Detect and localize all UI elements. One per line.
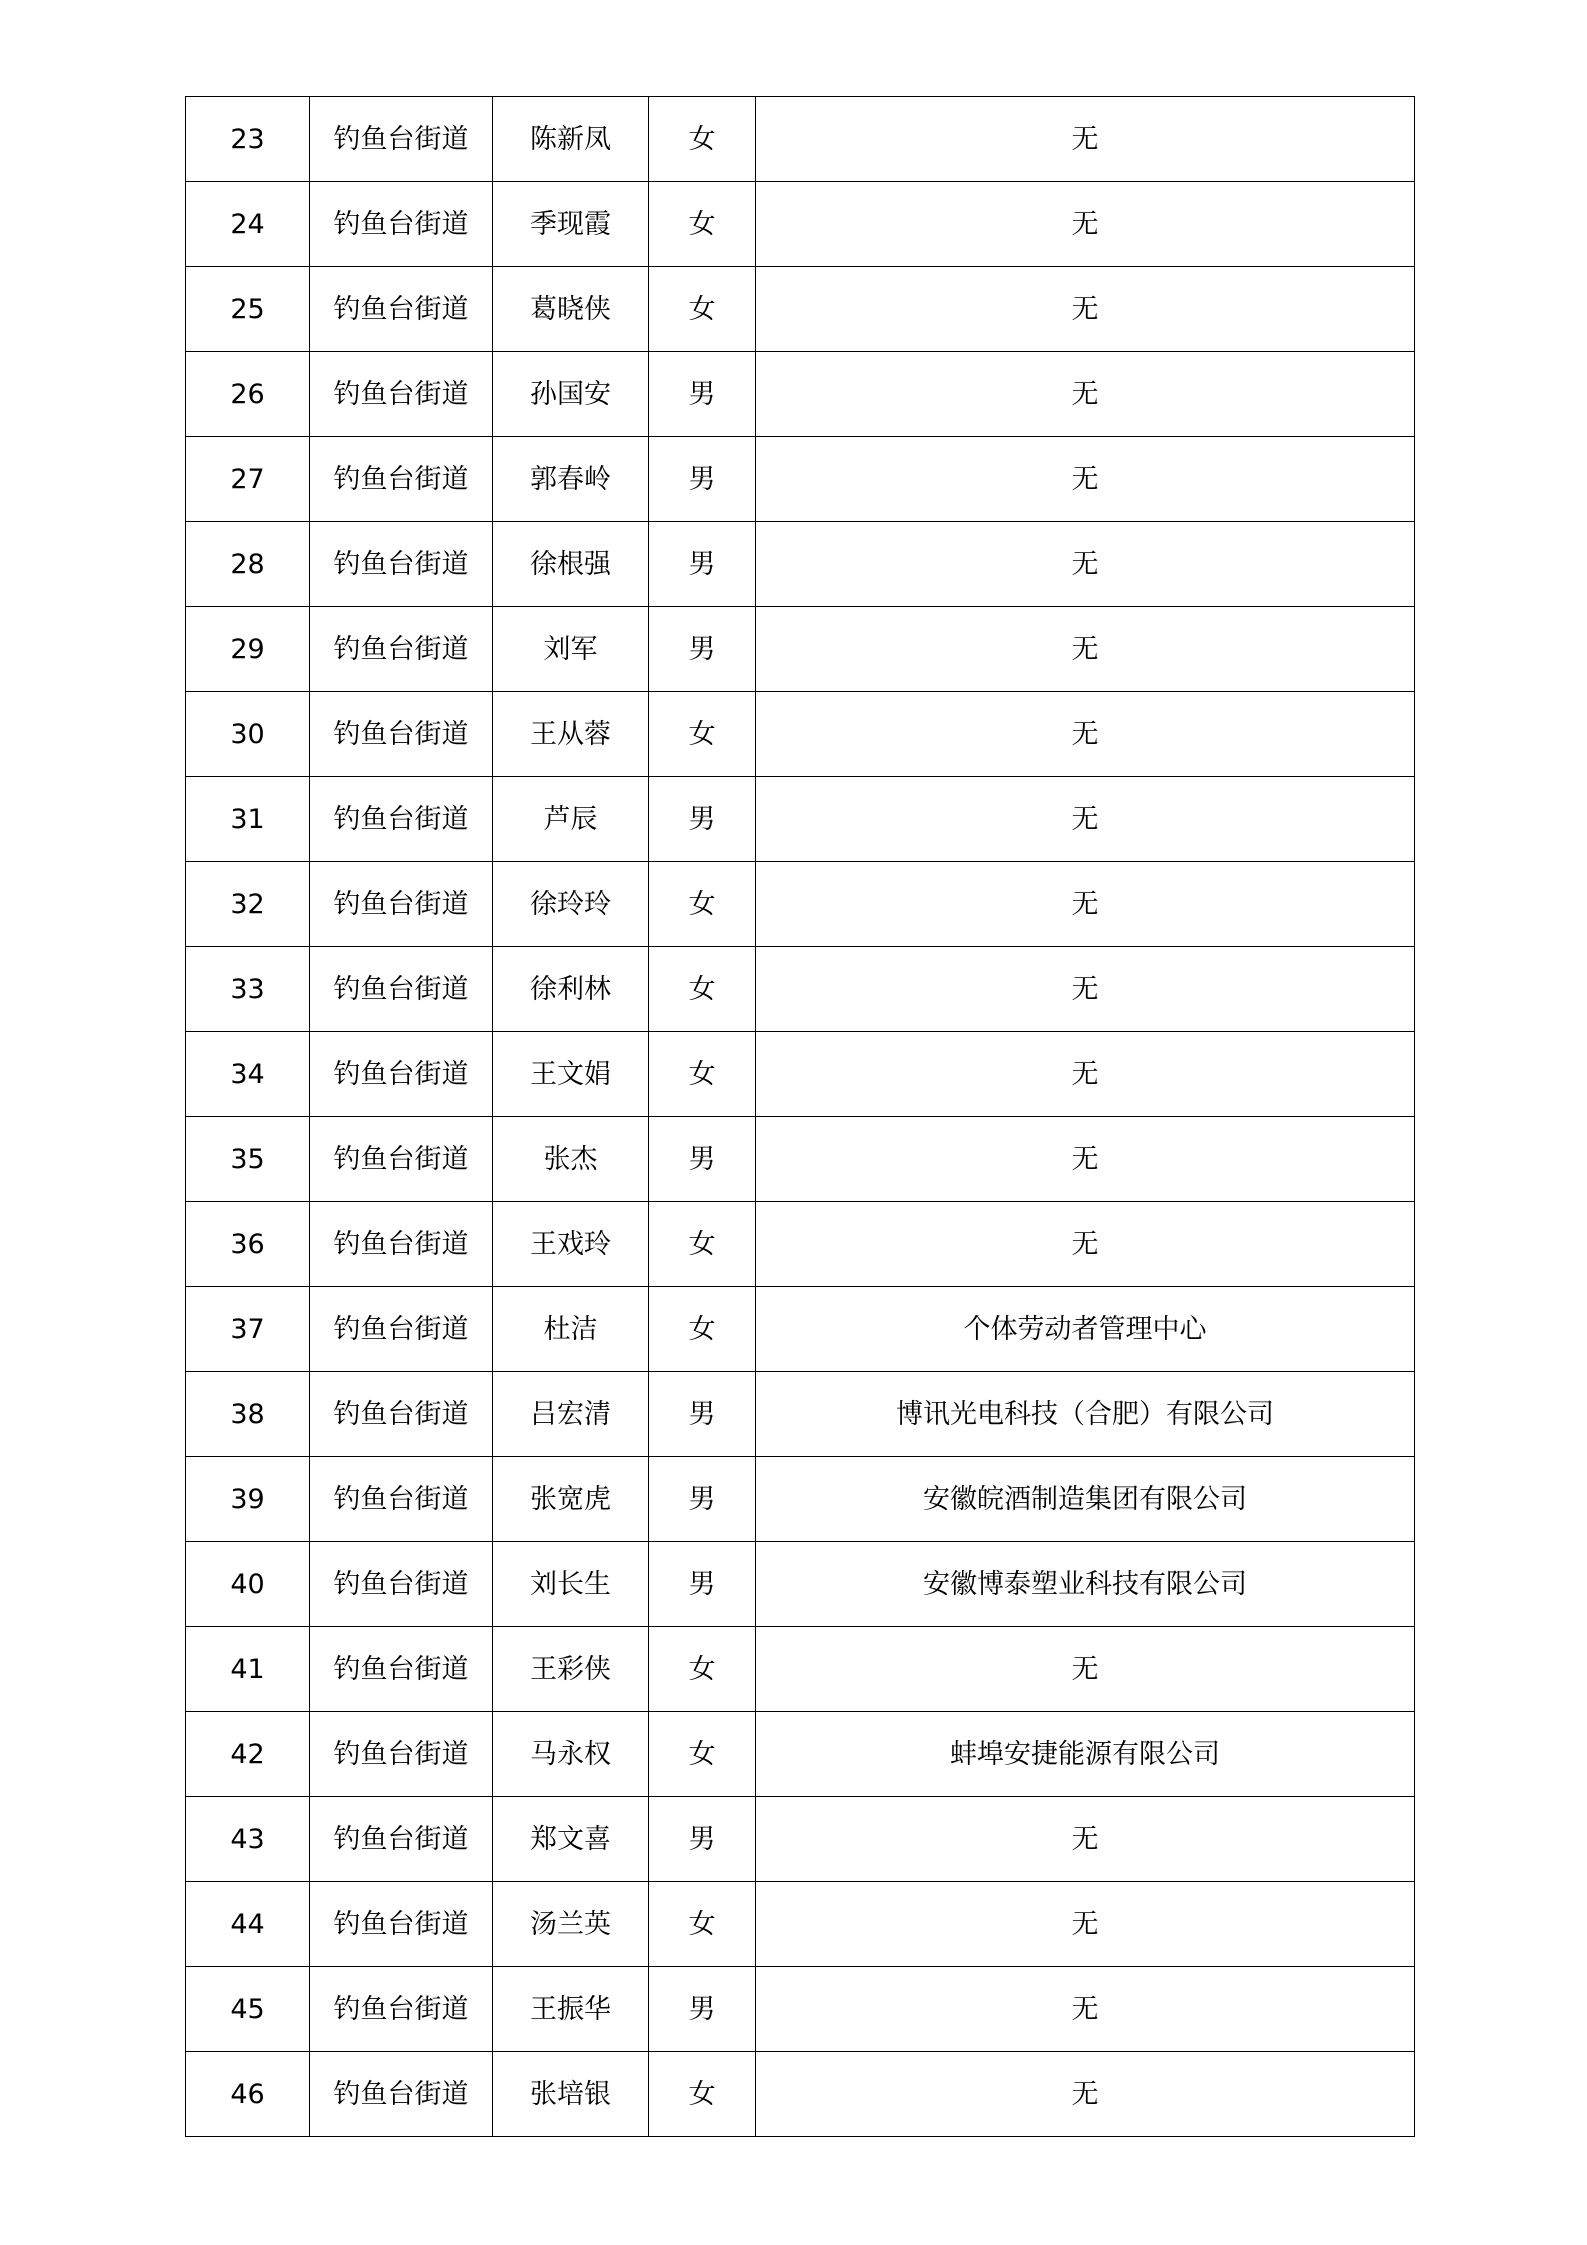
street-cell: 钓鱼台街道	[310, 2052, 493, 2137]
row-number-cell: 43	[186, 1797, 310, 1882]
gender-cell: 女	[649, 1202, 756, 1287]
street-cell: 钓鱼台街道	[310, 352, 493, 437]
table-row	[186, 1457, 1415, 1542]
roster-table-body	[186, 97, 1415, 2137]
street-cell: 钓鱼台街道	[310, 1457, 493, 1542]
organization-cell: 无	[756, 182, 1415, 267]
street-cell: 钓鱼台街道	[310, 692, 493, 777]
row-number-cell: 33	[186, 947, 310, 1032]
organization-cell: 无	[756, 1797, 1415, 1882]
organization-cell: 蚌埠安捷能源有限公司	[756, 1712, 1415, 1797]
row-number-cell: 23	[186, 97, 310, 182]
table-row	[186, 97, 1415, 182]
organization-cell: 个体劳动者管理中心	[756, 1287, 1415, 1372]
organization-cell: 无	[756, 2052, 1415, 2137]
organization-cell: 无	[756, 1967, 1415, 2052]
street-cell: 钓鱼台街道	[310, 1202, 493, 1287]
organization-cell: 无	[756, 352, 1415, 437]
street-cell: 钓鱼台街道	[310, 267, 493, 352]
gender-cell: 男	[649, 437, 756, 522]
table-row	[186, 522, 1415, 607]
name-cell: 葛晓侠	[493, 267, 649, 352]
table-row	[186, 352, 1415, 437]
row-number-cell: 35	[186, 1117, 310, 1202]
row-number-cell: 42	[186, 1712, 310, 1797]
table-row	[186, 692, 1415, 777]
street-cell: 钓鱼台街道	[310, 1882, 493, 1967]
row-number-cell: 29	[186, 607, 310, 692]
name-cell: 王戏玲	[493, 1202, 649, 1287]
gender-cell: 男	[649, 1797, 756, 1882]
row-number-cell: 45	[186, 1967, 310, 2052]
name-cell: 刘军	[493, 607, 649, 692]
street-cell: 钓鱼台街道	[310, 1372, 493, 1457]
row-number-cell: 27	[186, 437, 310, 522]
street-cell: 钓鱼台街道	[310, 522, 493, 607]
name-cell: 王文娟	[493, 1032, 649, 1117]
table-row	[186, 777, 1415, 862]
table-row	[186, 182, 1415, 267]
name-cell: 徐玲玲	[493, 862, 649, 947]
street-cell: 钓鱼台街道	[310, 182, 493, 267]
gender-cell: 女	[649, 97, 756, 182]
row-number-cell: 39	[186, 1457, 310, 1542]
name-cell: 汤兰英	[493, 1882, 649, 1967]
gender-cell: 女	[649, 2052, 756, 2137]
row-number-cell: 32	[186, 862, 310, 947]
street-cell: 钓鱼台街道	[310, 437, 493, 522]
row-number-cell: 46	[186, 2052, 310, 2137]
gender-cell: 男	[649, 522, 756, 607]
name-cell: 孙国安	[493, 352, 649, 437]
gender-cell: 女	[649, 182, 756, 267]
gender-cell: 男	[649, 777, 756, 862]
gender-cell: 女	[649, 1627, 756, 1712]
organization-cell: 无	[756, 777, 1415, 862]
table-row	[186, 1287, 1415, 1372]
organization-cell: 无	[756, 1882, 1415, 1967]
row-number-cell: 38	[186, 1372, 310, 1457]
gender-cell: 男	[649, 1457, 756, 1542]
name-cell: 王振华	[493, 1967, 649, 2052]
table-row	[186, 1967, 1415, 2052]
table-row	[186, 947, 1415, 1032]
row-number-cell: 40	[186, 1542, 310, 1627]
table-row	[186, 437, 1415, 522]
name-cell: 马永权	[493, 1712, 649, 1797]
organization-cell: 无	[756, 1032, 1415, 1117]
gender-cell: 女	[649, 1032, 756, 1117]
name-cell: 张杰	[493, 1117, 649, 1202]
street-cell: 钓鱼台街道	[310, 1797, 493, 1882]
gender-cell: 女	[649, 947, 756, 1032]
name-cell: 张宽虎	[493, 1457, 649, 1542]
name-cell: 芦辰	[493, 777, 649, 862]
row-number-cell: 28	[186, 522, 310, 607]
row-number-cell: 34	[186, 1032, 310, 1117]
organization-cell: 无	[756, 437, 1415, 522]
organization-cell: 无	[756, 947, 1415, 1032]
row-number-cell: 37	[186, 1287, 310, 1372]
name-cell: 徐利林	[493, 947, 649, 1032]
row-number-cell: 26	[186, 352, 310, 437]
gender-cell: 女	[649, 1712, 756, 1797]
name-cell: 王彩侠	[493, 1627, 649, 1712]
organization-cell: 无	[756, 97, 1415, 182]
name-cell: 陈新凤	[493, 97, 649, 182]
name-cell: 徐根强	[493, 522, 649, 607]
organization-cell: 无	[756, 862, 1415, 947]
table-row	[186, 862, 1415, 947]
table-row	[186, 1627, 1415, 1712]
table-row	[186, 267, 1415, 352]
organization-cell: 无	[756, 1117, 1415, 1202]
gender-cell: 男	[649, 607, 756, 692]
street-cell: 钓鱼台街道	[310, 777, 493, 862]
street-cell: 钓鱼台街道	[310, 97, 493, 182]
name-cell: 杜洁	[493, 1287, 649, 1372]
name-cell: 刘长生	[493, 1542, 649, 1627]
table-row	[186, 1117, 1415, 1202]
row-number-cell: 24	[186, 182, 310, 267]
gender-cell: 男	[649, 1372, 756, 1457]
organization-cell: 无	[756, 692, 1415, 777]
organization-cell: 安徽博泰塑业科技有限公司	[756, 1542, 1415, 1627]
street-cell: 钓鱼台街道	[310, 1117, 493, 1202]
table-row	[186, 1202, 1415, 1287]
row-number-cell: 44	[186, 1882, 310, 1967]
organization-cell: 博讯光电科技（合肥）有限公司	[756, 1372, 1415, 1457]
table-row	[186, 1372, 1415, 1457]
street-cell: 钓鱼台街道	[310, 1032, 493, 1117]
roster-table	[185, 96, 1415, 2137]
street-cell: 钓鱼台街道	[310, 1712, 493, 1797]
table-row	[186, 1032, 1415, 1117]
table-row	[186, 607, 1415, 692]
street-cell: 钓鱼台街道	[310, 1542, 493, 1627]
row-number-cell: 31	[186, 777, 310, 862]
street-cell: 钓鱼台街道	[310, 862, 493, 947]
row-number-cell: 41	[186, 1627, 310, 1712]
organization-cell: 无	[756, 267, 1415, 352]
street-cell: 钓鱼台街道	[310, 1627, 493, 1712]
gender-cell: 男	[649, 1967, 756, 2052]
gender-cell: 女	[649, 862, 756, 947]
gender-cell: 男	[649, 1542, 756, 1627]
street-cell: 钓鱼台街道	[310, 1967, 493, 2052]
name-cell: 季现霞	[493, 182, 649, 267]
row-number-cell: 36	[186, 1202, 310, 1287]
table-row	[186, 1712, 1415, 1797]
row-number-cell: 25	[186, 267, 310, 352]
street-cell: 钓鱼台街道	[310, 607, 493, 692]
street-cell: 钓鱼台街道	[310, 947, 493, 1032]
table-row	[186, 1542, 1415, 1627]
gender-cell: 男	[649, 352, 756, 437]
street-cell: 钓鱼台街道	[310, 1287, 493, 1372]
organization-cell: 无	[756, 607, 1415, 692]
gender-cell: 女	[649, 1882, 756, 1967]
gender-cell: 女	[649, 1287, 756, 1372]
gender-cell: 女	[649, 267, 756, 352]
table-row	[186, 1882, 1415, 1967]
name-cell: 张培银	[493, 2052, 649, 2137]
gender-cell: 男	[649, 1117, 756, 1202]
organization-cell: 无	[756, 1627, 1415, 1712]
name-cell: 郭春岭	[493, 437, 649, 522]
name-cell: 王从蓉	[493, 692, 649, 777]
organization-cell: 无	[756, 1202, 1415, 1287]
name-cell: 吕宏清	[493, 1372, 649, 1457]
table-row	[186, 1797, 1415, 1882]
table-row	[186, 2052, 1415, 2137]
organization-cell: 无	[756, 522, 1415, 607]
row-number-cell: 30	[186, 692, 310, 777]
gender-cell: 女	[649, 692, 756, 777]
name-cell: 郑文喜	[493, 1797, 649, 1882]
organization-cell: 安徽皖酒制造集团有限公司	[756, 1457, 1415, 1542]
